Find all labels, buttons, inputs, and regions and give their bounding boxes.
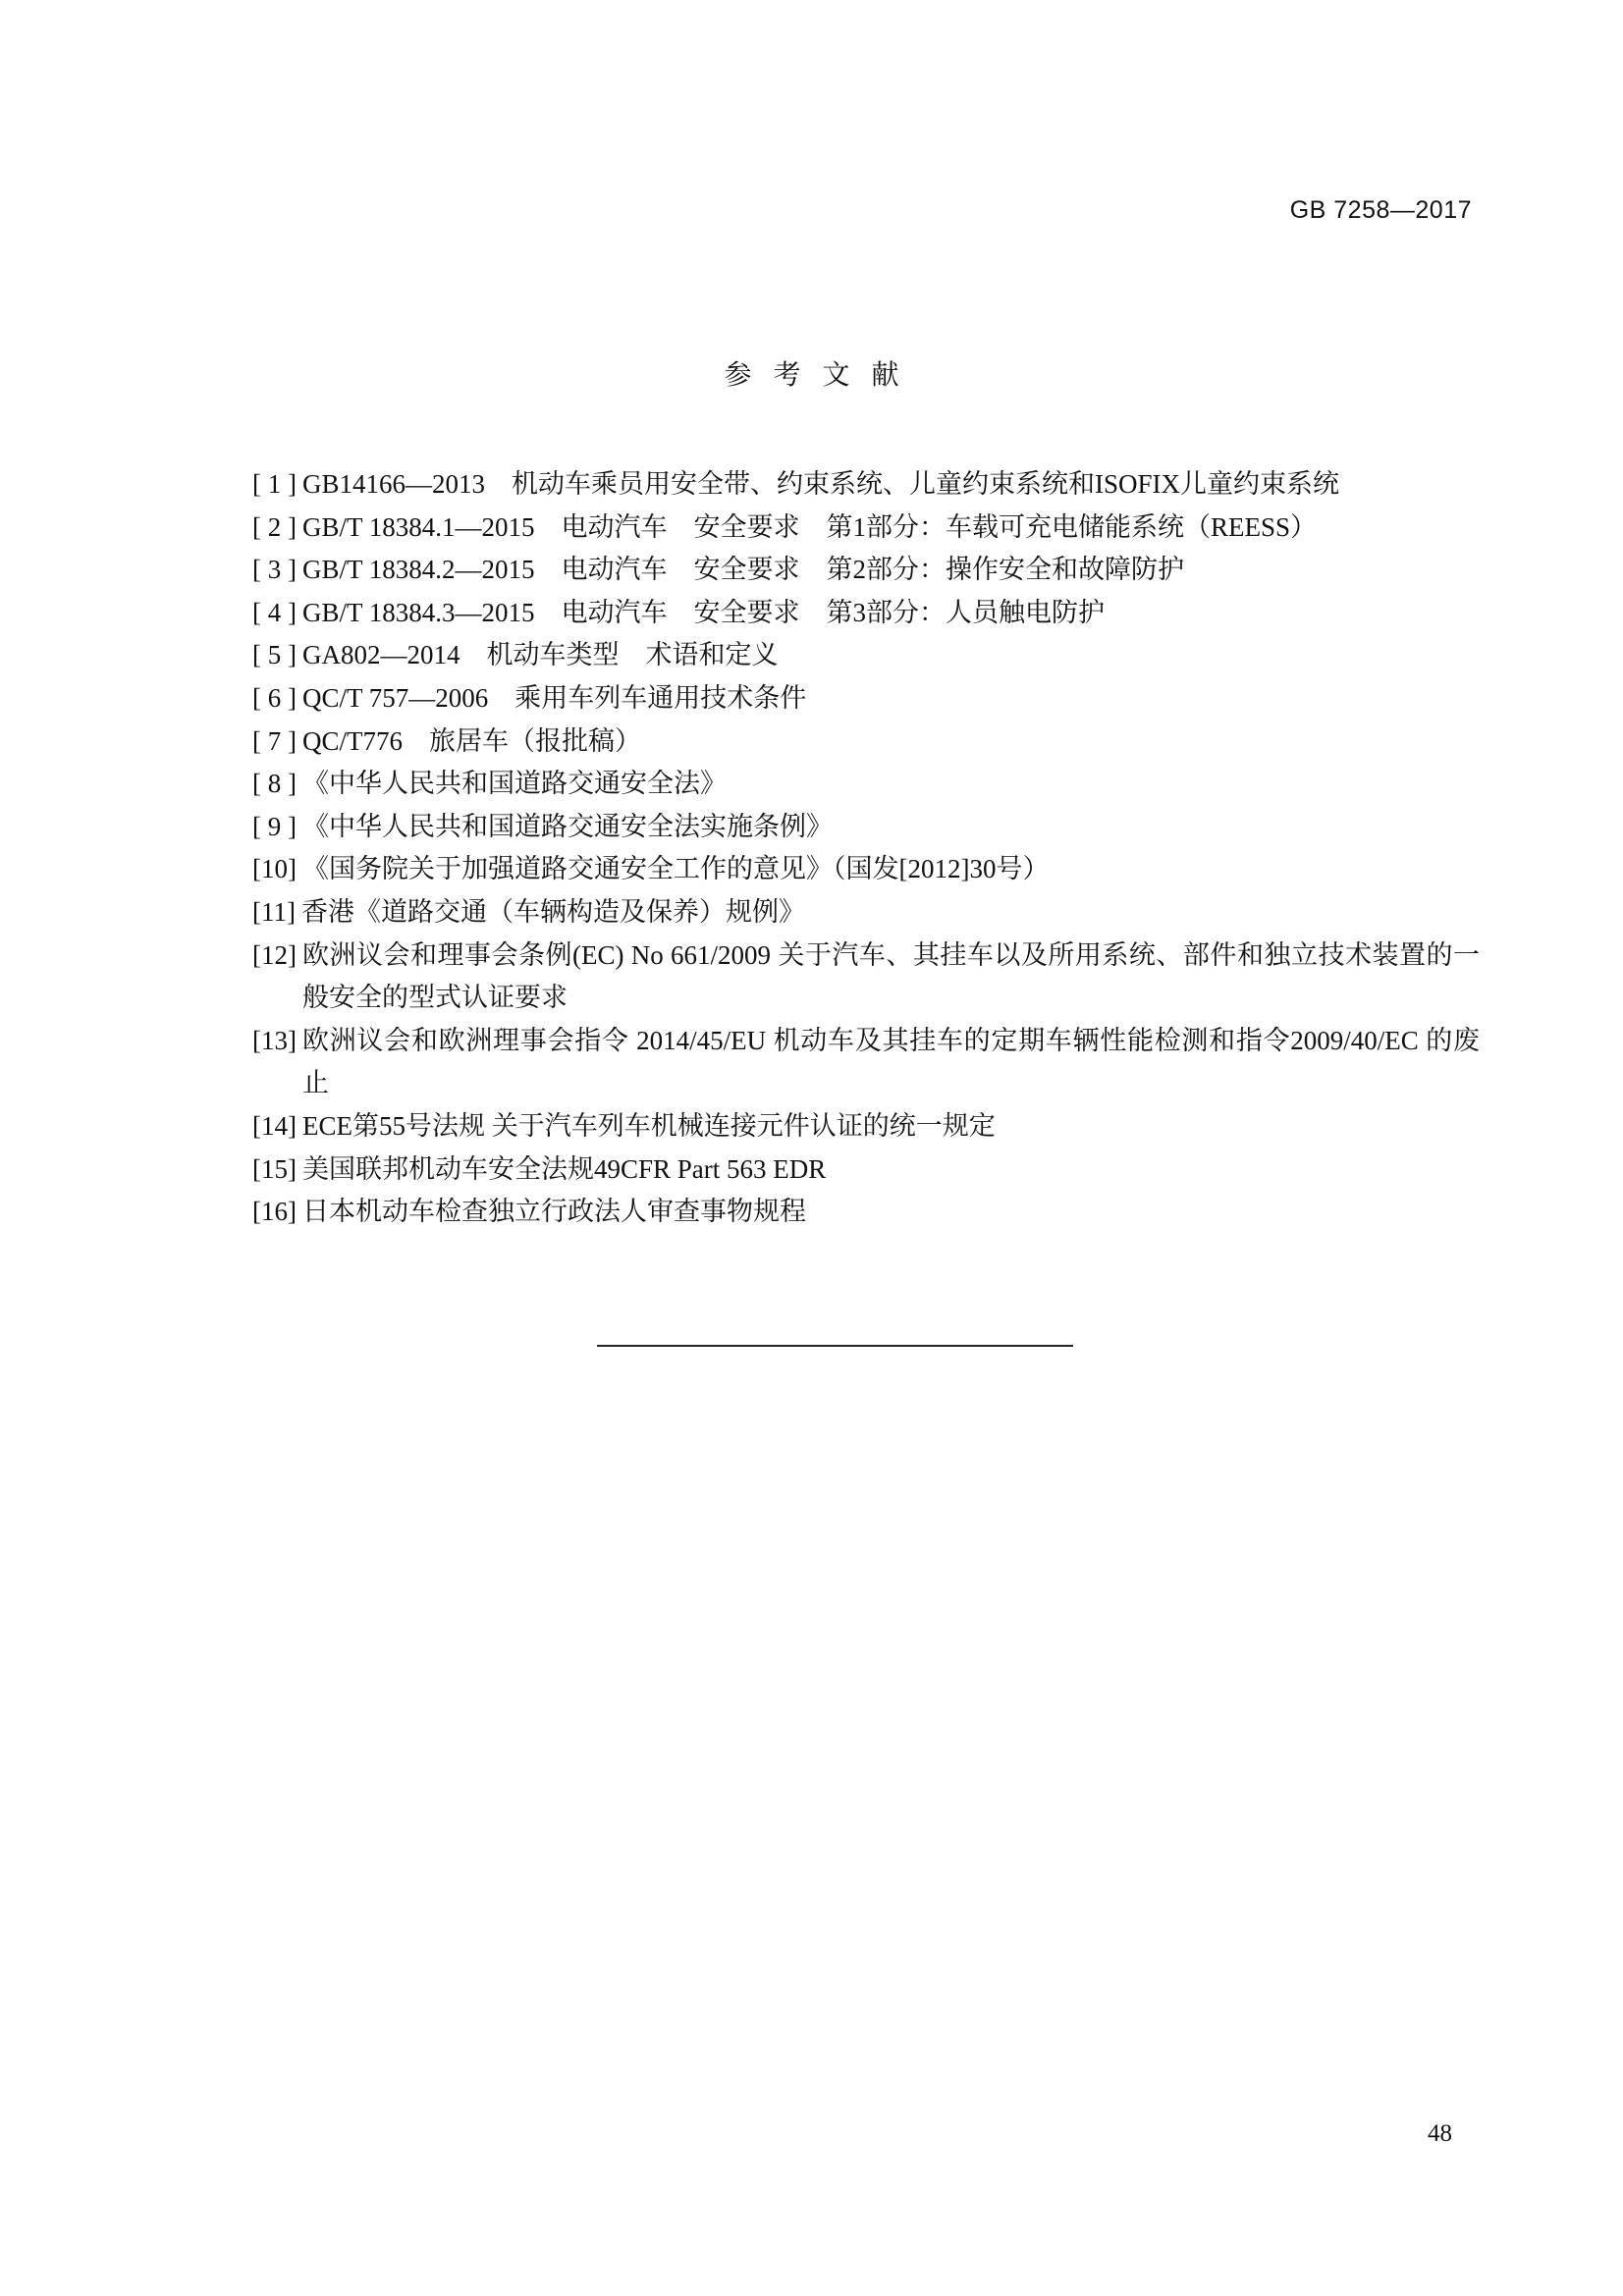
reference-text: GB/T 18384.1—2015 电动汽车 安全要求 第1部分：车载可充电储能系统（REESS）: [301, 511, 1318, 542]
reference-item: [252, 463, 1480, 507]
reference-number: [ 3 ]: [252, 555, 297, 585]
reference-text: QC/T 757—2006 乘用车列车通用技术条件: [301, 682, 807, 713]
reference-item: [252, 763, 1480, 806]
reference-item: [252, 634, 1480, 677]
reference-number: [12]: [252, 939, 297, 970]
reference-text: ECE第55号法规 关于汽车列车机械连接元件认证的统一规定: [301, 1110, 996, 1141]
reference-number: [ 1 ]: [252, 469, 297, 499]
standard-code: GB 7258—2017: [1289, 196, 1472, 224]
reference-text: 《中华人民共和国道路交通安全法》: [301, 769, 727, 799]
reference-item: [252, 1105, 1480, 1148]
reference-item: [252, 1020, 1480, 1105]
reference-item: [252, 592, 1480, 635]
reference-item: [252, 549, 1480, 592]
reference-number: [ 9 ]: [252, 811, 297, 841]
reference-text: GB/T 18384.2—2015 电动汽车 安全要求 第2部分：操作安全和故障防护: [301, 555, 1184, 585]
reference-number: [13]: [252, 1025, 297, 1055]
reference-number: [11]: [252, 896, 296, 927]
reference-number: [ 8 ]: [252, 769, 297, 799]
reference-item: [252, 1148, 1480, 1192]
reference-text: GA802—2014 机动车类型 术语和定义: [301, 640, 779, 670]
reference-text: 香港《道路交通（车辆构造及保养）规例》: [300, 896, 805, 927]
reference-item: [252, 806, 1480, 849]
reference-text: 美国联邦机动车安全法规49CFR Part 563 EDR: [301, 1153, 827, 1184]
reference-item: [252, 934, 1480, 1020]
reference-text: 日本机动车检查独立行政法人审查事物规程: [301, 1197, 806, 1227]
reference-text: 欧洲议会和欧洲理事会指令 2014/45/EU 机动车及其挂车的定期车辆性能检测和指令2009/40/EC 的废止: [301, 1025, 1480, 1098]
end-rule: [597, 1345, 1073, 1347]
reference-number: [14]: [252, 1110, 297, 1141]
reference-text: GB/T 18384.3—2015 电动汽车 安全要求 第3部分：人员触电防护: [301, 597, 1105, 627]
reference-text: 欧洲议会和理事会条例(EC) No 661/2009 关于汽车、其挂车以及所用系统、部件和独立技术装置的一般安全的型式认证要求: [301, 939, 1480, 1013]
reference-text: 《国务院关于加强道路交通安全工作的意见》（国发[2012]30号）: [301, 854, 1050, 884]
reference-item: [252, 677, 1480, 721]
reference-item: [252, 1191, 1480, 1234]
reference-text: 《中华人民共和国道路交通安全法实施条例》: [301, 811, 833, 841]
reference-text: GB14166—2013 机动车乘员用安全带、约束系统、儿童约束系统和ISOFIX儿童约束系统: [301, 469, 1340, 499]
section-title: 参考文献: [724, 358, 921, 391]
reference-number: [16]: [252, 1197, 297, 1227]
reference-number: [ 2 ]: [252, 511, 297, 542]
reference-list: [252, 463, 1480, 1234]
reference-text: QC/T776 旅居车（报批稿）: [301, 725, 641, 756]
reference-item: [252, 891, 1480, 934]
reference-number: [ 6 ]: [252, 682, 297, 713]
reference-item: [252, 848, 1480, 891]
reference-item: [252, 507, 1480, 550]
reference-number: [ 7 ]: [252, 725, 297, 756]
reference-number: [ 5 ]: [252, 640, 297, 670]
reference-number: [15]: [252, 1153, 297, 1184]
page-number: 48: [1428, 2120, 1452, 2147]
reference-item: [252, 721, 1480, 764]
reference-number: [ 4 ]: [252, 597, 297, 627]
reference-number: [10]: [252, 854, 297, 884]
